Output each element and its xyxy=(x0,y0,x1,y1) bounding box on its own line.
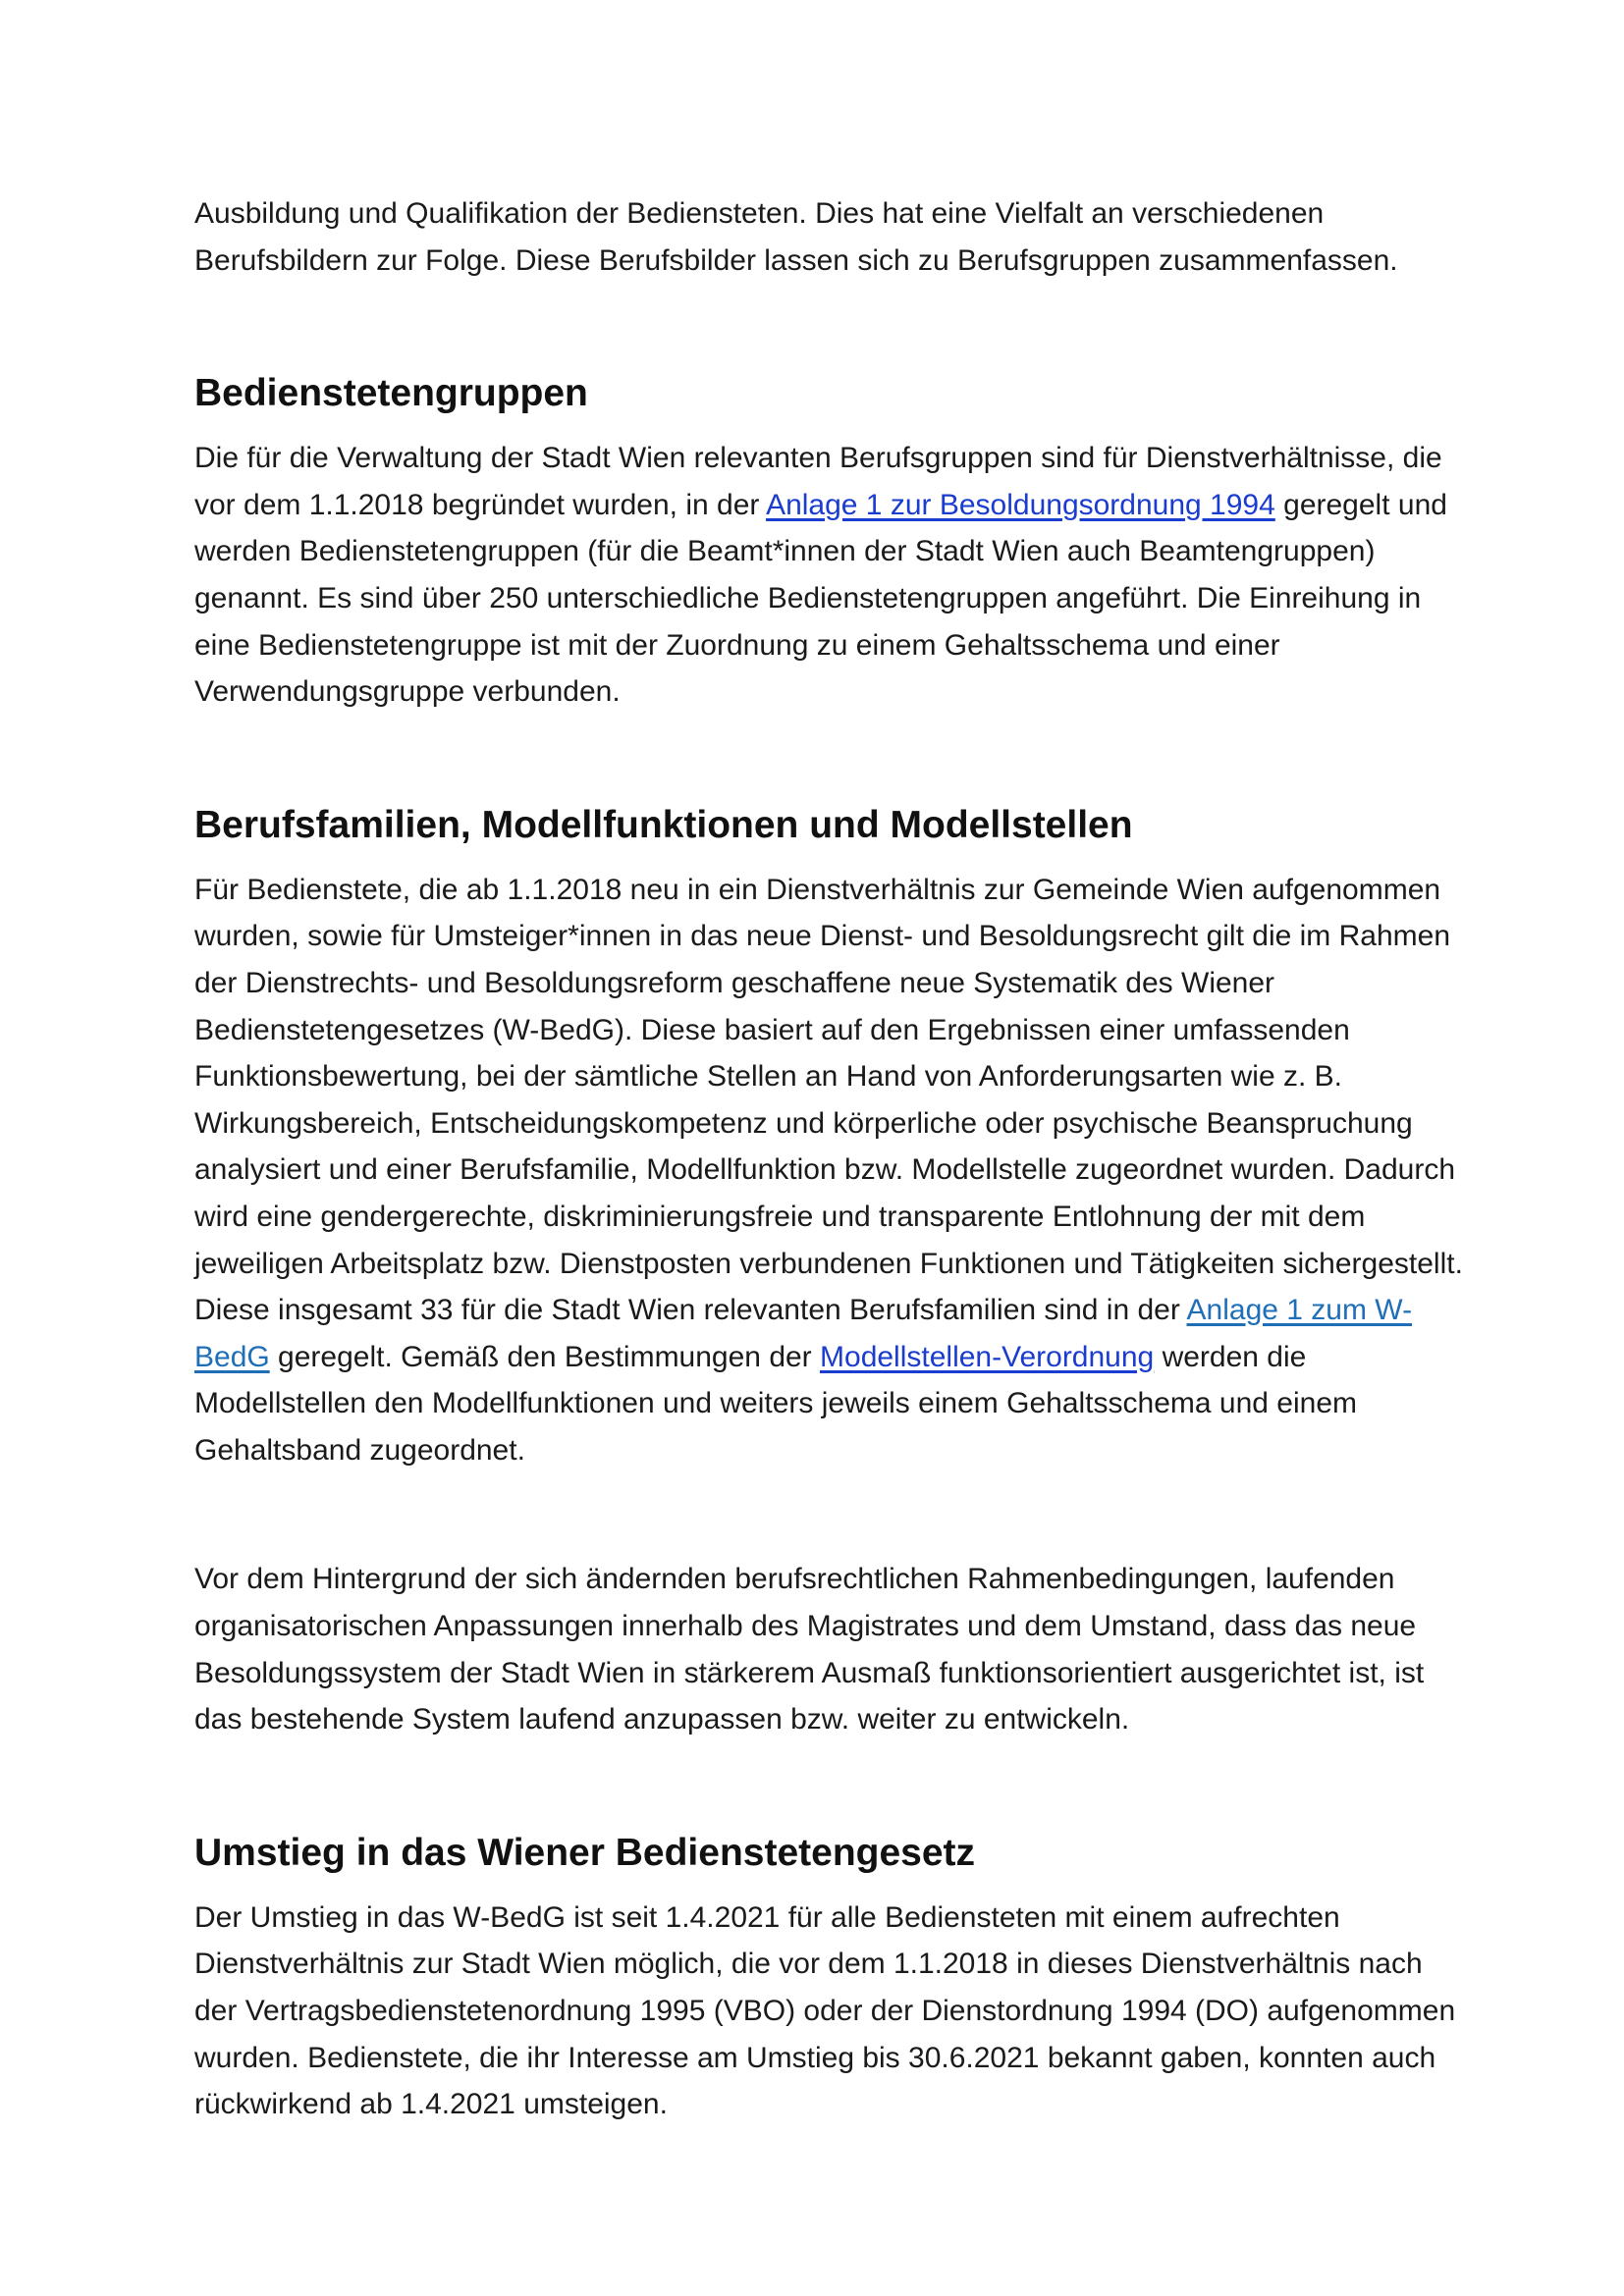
berufsfamilien-text-1: Für Bedienstete, die ab 1.1.2018 neu in ein Dienstverhältnis zur Gemeinde Wien aufgenommen wurden, sowie für Umsteiger*innen in das neue Dienst- und Besoldungsrecht gilt die im Rahmen der Dienstrechts- und Besoldungsreform geschaffene neue Systematik des Wiener Bedienstetengesetzes (W-BedG). Diese basiert auf den Ergebnissen einer umfassenden Funktionsbewertung, bei der sämtliche Stellen an Hand von Anforderungsarten wie z. B. Wirkungsbereich, Entscheidungskompetenz und körperliche oder psychische Beanspruchung analysiert und einer Berufsfamilie, Modellfunktion bzw. Modellstelle zugeordnet wurden. Dadurch wird eine gendergerechte, diskriminierungsfreie und transparente Entlohnung der mit dem jeweiligen Arbeitsplatz bzw. Dienstposten verbundenen Funktionen und Tätigkeiten sichergestellt. Diese insgesamt 33 für die Stadt Wien relevanten Berufsfamilien sind in der xyxy=(194,873,1463,1327)
bedienstetengruppen-text-1: Die für die Verwaltung der Stadt Wien relevanten Berufsgruppen sind für Dienstverhältnisse, die vor dem 1.1.2018 begründet wurden, in der xyxy=(194,442,1442,521)
umstieg-paragraph: Der Umstieg in das W-BedG ist seit 1.4.2021 für alle Bediensteten mit einem aufrechten Dienstverhältnis zur Stadt Wien möglich, die vor dem 1.1.2018 in dieses Dienstverhältnis nach der Vertragsbedienstetenordnung 1995 (VBO) oder der Dienstordnung 1994 (DO) aufgenommen wurden. Bedienstete, die ihr Interesse am Umstieg bis 30.6.2021 bekannt gaben, konnten auch rückwirkend ab 1.4.2021 umsteigen. xyxy=(194,1900,1456,2121)
bedienstetengruppen-paragraph xyxy=(194,435,1471,716)
system-anpassung-paragraph: Vor dem Hintergrund der sich ändernden berufsrechtlichen Rahmenbedingungen, laufenden organisatorischen Anpassungen innerhalb des Magistrates und dem Umstand, dass das neue Besoldungssystem der Stadt Wien in stärkerem Ausmaß funktionsorientiert ausgerichtet ist, ist das bestehende System laufend anzupassen bzw. weiter zu entwickeln. xyxy=(194,1563,1425,1736)
bedienstetengruppen-text-2: geregelt und werden Bedienstetengruppen (für die Beamt*innen der Stadt Wien auch Beamtengruppen) genannt. Es sind über 250 unterschiedliche Bedienstetengruppen angeführt. Die Einreihung in eine Bedienstetengruppe ist mit der Zuordnung zu einem Gehaltsschema und einer Verwendungsgruppe verbunden. xyxy=(194,488,1447,709)
heading-bedienstetengruppen: Bedienstetengruppen xyxy=(194,372,588,415)
intro-paragraph: Ausbildung und Qualifikation der Bediensteten. Dies hat eine Vielfalt an verschiedenen Berufsbildern zur Folge. Diese Berufsbilder lassen sich zu Berufsgruppen zusammenfassen. xyxy=(194,197,1398,277)
document-page xyxy=(194,190,1471,2128)
heading-umstieg: Umstieg in das Wiener Bedienstetengesetz xyxy=(194,1831,976,1874)
link-anlage-1-besoldungsordnung[interactable]: Anlage 1 zur Besoldungsordnung 1994 xyxy=(766,488,1275,521)
link-modellstellen-verordnung[interactable]: Modellstellen-Verordnung xyxy=(820,1340,1155,1373)
berufsfamilien-text-3: werden die Modellstellen den Modellfunktionen und weiters jeweils einem Gehaltsschema und einem Gehaltsband zugeordnet. xyxy=(194,1340,1357,1467)
berufsfamilien-text-2: geregelt. Gemäß den Bestimmungen der xyxy=(269,1340,821,1373)
link-anlage-1-w-bedg[interactable]: Anlage 1 zum W-BedG xyxy=(194,1294,1413,1373)
heading-berufsfamilien: Berufsfamilien, Modellfunktionen und Modellstellen xyxy=(194,803,1133,846)
berufsfamilien-paragraph xyxy=(194,867,1471,1474)
